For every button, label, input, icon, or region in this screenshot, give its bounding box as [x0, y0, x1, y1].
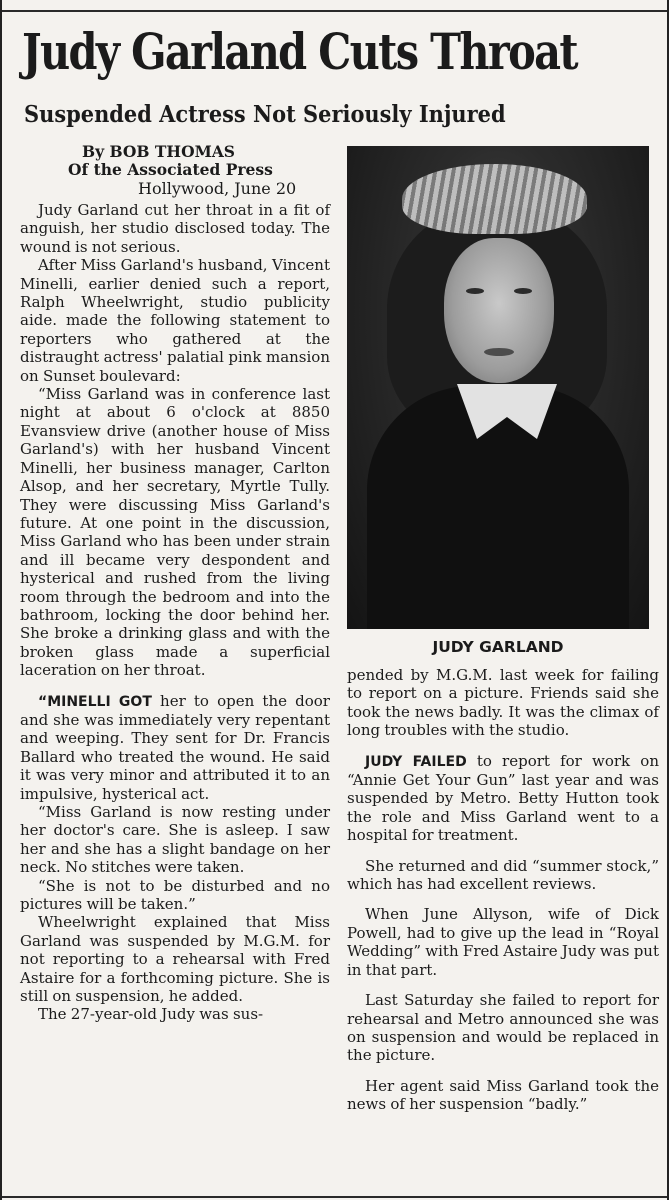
article-column-left [20, 201, 330, 1024]
article-paragraph: “She is not to be disturbed and no pictures will be taken.” [20, 876, 330, 914]
headline: Judy Garland Cuts Throat [22, 22, 577, 81]
section-lead: JUDY FAILED [365, 753, 467, 770]
photo-caption: JUDY GARLAND [432, 638, 564, 656]
photo-face [444, 238, 554, 383]
portrait-photo [347, 146, 649, 629]
byline: By BOB THOMAS [82, 142, 235, 161]
article-paragraph: After Miss Garland's husband, Vincent Minelli, earlier denied such a report, Ralph Wheelwright, studio publicity aide. made the following statement to reporters who gathered at the distraught actress' palatial pink mansion on Sunset boulevard: [20, 256, 330, 385]
article-column-right [347, 666, 659, 1114]
article-paragraph: Judy Garland cut her throat in a fit of anguish, her studio disclosed today. The wound is not serious. [20, 201, 330, 256]
section-text: to report for work on “Annie Get Your Gun” last year and was suspended by Metro. Betty Hutton took the role and Miss Garland went to a hospital for treatment. [347, 751, 659, 845]
article-paragraph: pended by M.G.M. last week for failing to report on a picture. Friends said she took the news badly. It was the climax of long troubles with the studio. [347, 666, 659, 740]
photo-hat [402, 164, 587, 234]
article-paragraph-section [347, 752, 659, 845]
section-text: her to open the door and she was immediately very repentant and weeping. They sent for Dr. Francis Ballard who treated the wound. He said it was very minor and attributed it to an impulsive, hysterical act. [20, 691, 330, 803]
top-rule [2, 10, 667, 12]
dateline: Hollywood, June 20 [138, 179, 297, 198]
article-paragraph: Her agent said Miss Garland took the news of her suspension “badly.” [347, 1076, 659, 1114]
photo-eye [514, 288, 532, 294]
article-paragraph: “Miss Garland was in conference last night at about 6 o'clock at 8850 Evansview drive (another house of Miss Garland's) with her husband Vincent Minelli, her business manager, Carlton Alsop, and her secretary, Myrtle Tully. They were discussing Miss Garland's future. At one point in the discussion, Miss Garland who has been under strain and ill became very despondent and hysterical and rushed from the living room through the bedroom and into the bathroom, locking the door behind her. She broke a drinking glass and with the broken glass made a superficial laceration on her throat. [20, 385, 330, 680]
article-paragraph: “Miss Garland is now resting under her doctor's care. She is asleep. I saw her and she has a slight bandage on her neck. No stitches were taken. [20, 803, 330, 877]
byline-organization: Of the Associated Press [68, 160, 273, 179]
article-paragraph-section [20, 692, 330, 803]
article-paragraph: Last Saturday she failed to report for rehearsal and Metro announced she was on suspension and would be replaced in the picture. [347, 991, 659, 1065]
article-paragraph: The 27-year-old Judy was sus- [38, 1005, 264, 1024]
article-paragraph: When June Allyson, wife of Dick Powell, had to give up the lead in “Royal Wedding” with Fred Astaire Judy was put in that part. [347, 905, 659, 979]
section-lead: “MINELLI GOT [38, 693, 152, 710]
subheadline: Suspended Actress Not Seriously Injured [24, 101, 506, 128]
photo-eye [466, 288, 484, 294]
bottom-rule [2, 1196, 667, 1198]
article-paragraph: Wheelwright explained that Miss Garland was suspended by M.G.M. for not reporting to a rehearsal with Fred Astaire for a forthcoming picture. She is still on suspension, he added. [20, 913, 330, 1006]
photo-mouth [484, 348, 514, 356]
article-paragraph: She returned and did “summer stock,” which has had excellent reviews. [347, 856, 659, 894]
